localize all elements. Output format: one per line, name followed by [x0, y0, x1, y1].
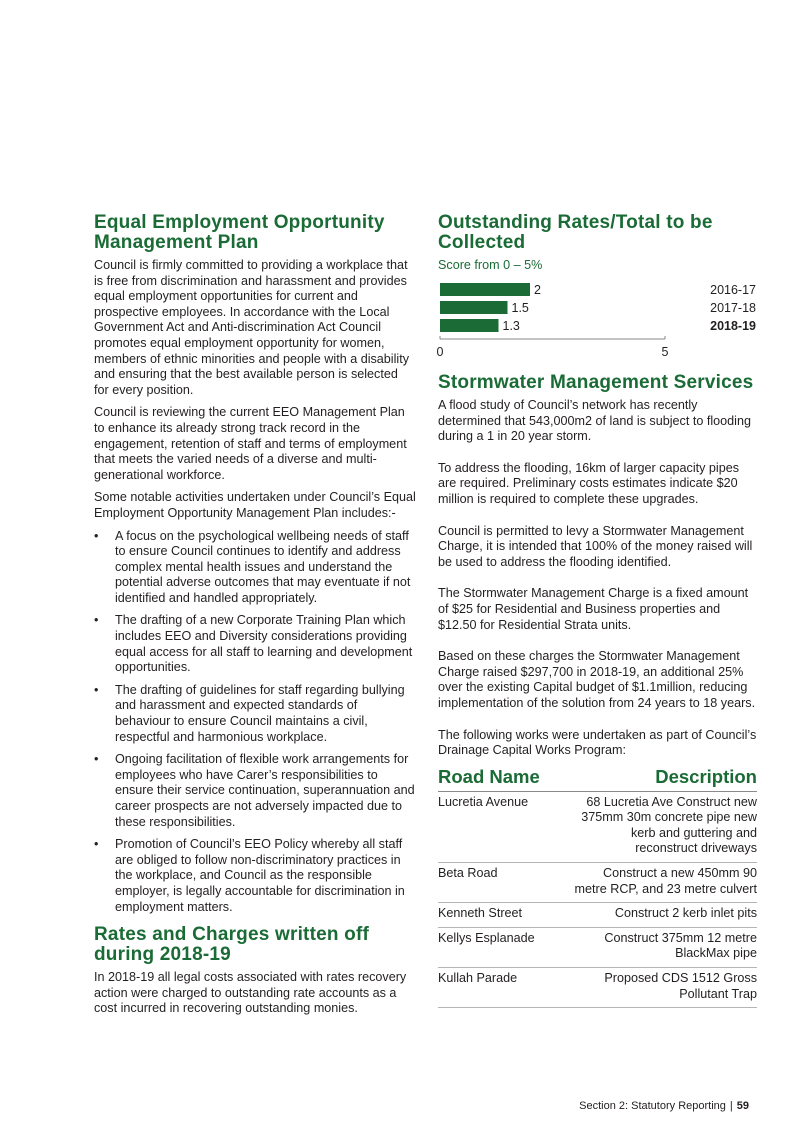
bullet-icon: • — [94, 837, 99, 852]
page-number: 59 — [736, 1100, 749, 1112]
description-cell: 68 Lucretia Ave Construct new 375mm 30m concrete pipe new kerb and guttering and reconstruct driveways — [568, 791, 757, 862]
bullet-icon: • — [94, 682, 99, 697]
page-footer — [579, 1100, 749, 1112]
stormwater-heading: Stormwater Management Services — [438, 372, 754, 393]
road-name-cell: Kellys Esplanade — [438, 927, 568, 967]
eeo-activities-list — [94, 529, 416, 916]
table-row — [438, 927, 757, 967]
road-name-cell: Kenneth Street — [438, 903, 568, 928]
bar-2018-19 — [440, 319, 499, 332]
chart-subtitle: Score from 0 – 5% — [438, 258, 543, 272]
bullet-icon: • — [94, 752, 99, 767]
category-label-2017-18: 2017-18 — [710, 301, 756, 315]
description-cell: Construct 2 kerb inlet pits — [568, 903, 757, 928]
bar-2016-17 — [440, 283, 530, 296]
category-label-2018-19: 2018-19 — [710, 319, 756, 333]
list-item — [94, 613, 416, 675]
road-name-cell: Beta Road — [438, 863, 568, 903]
description-cell: Proposed CDS 1512 Gross Pollutant Trap — [568, 968, 757, 1008]
stormwater-paragraph-6: The following works were undertaken as part of Council’s Drainage Capital Works Program: — [438, 727, 757, 758]
description-cell: Construct 375mm 12 metre BlackMax pipe — [568, 927, 757, 967]
footer-section: Section 2: Statutory Reporting — [579, 1100, 726, 1112]
bar-2017-18 — [440, 301, 508, 314]
road-name-cell: Kullah Parade — [438, 968, 568, 1008]
list-item — [94, 837, 416, 915]
outstanding-rates-heading: Outstanding Rates/Total to be Collected — [438, 212, 713, 253]
stormwater-paragraph-5: Based on these charges the Stormwater Management Charge raised $297,700 in 2018-19, an additional 25% over the existing Capital budget of $1.1million, reducing implementation of the solution from 24 years to 18 years. — [438, 649, 756, 710]
stormwater-paragraph-4: The Stormwater Management Charge is a fixed amount of $25 for Residential and Business properties and $12.50 for Residential Strata units. — [438, 586, 749, 632]
list-item-text: A focus on the psychological wellbeing needs of staff to ensure Council continues to identify and address complex mental health issues and understand the potential adverse outcomes that may eventuate if not identified and handled appropriately. — [115, 528, 411, 605]
data-label-2018-19: 1.3 — [502, 319, 520, 333]
list-item — [94, 529, 416, 607]
eeo-paragraph-2: Council is reviewing the current EEO Management Plan to enhance its already strong track record in the engagement, retention of staff and terms of employment that meets the varied needs of a diverse and multi-generational workforce. — [94, 405, 407, 482]
column-header-description: Description — [568, 766, 757, 792]
chart-svg — [438, 281, 758, 361]
list-item — [94, 683, 416, 745]
table-row — [438, 791, 757, 862]
list-item-text: Ongoing facilitation of flexible work arrangements for employees who have Carer’s responsibilities to ensure their service continuation, superannuation and career prospects are not adversely impacted due to these responsibilities. — [115, 752, 415, 829]
rates-written-off-paragraph: In 2018-19 all legal costs associated with rates recovery action were charged to outstanding rate accounts as a cost incurred in recovering outstanding monies. — [94, 970, 407, 1016]
stormwater-paragraph-2: To address the flooding, 16km of larger capacity pipes are required. Preliminary costs estimates indicate $20 million is required to complete these upgrades. — [438, 460, 740, 506]
eeo-paragraph-1: Council is firmly committed to providing a workplace that is free from discrimination and harassment and provides equal employment opportunities for current and prospective employees. In accordance with the Local Government Act and Anti-discrimination Act Council promotes equal employment opportunity for women, members of ethnic minorities and people with a disability and ensuring that the best available person is selected for every position. — [94, 258, 409, 397]
footer-separator: | — [729, 1100, 733, 1112]
table-header-row — [438, 766, 757, 792]
bullet-icon: • — [94, 528, 99, 543]
stormwater-paragraph-3: Council is permitted to levy a Stormwater Management Charge, it is intended that 100% of the money raised will be used to address the flooding identified. — [438, 523, 753, 569]
drainage-works-table — [438, 766, 757, 1009]
data-label-2017-18: 1.5 — [511, 301, 529, 315]
tick-label-5: 5 — [661, 345, 669, 359]
table-row — [438, 863, 757, 903]
left-column — [94, 213, 416, 1024]
stormwater-paragraph-1: A flood study of Council’s network has recently determined that 543,000m2 of land is subject to flooding during a 1 in 20 year storm. — [438, 398, 751, 444]
outstanding-rates-chart — [438, 281, 758, 361]
table-row — [438, 968, 757, 1008]
road-name-cell: Lucretia Avenue — [438, 791, 568, 862]
category-label-2016-17: 2016-17 — [710, 283, 756, 297]
list-item — [94, 752, 416, 830]
eeo-paragraph-3: Some notable activities undertaken under Council’s Equal Employment Opportunity Management Plan includes:- — [94, 490, 416, 520]
data-label-2016-17: 2 — [534, 283, 541, 297]
rates-written-off-heading: Rates and Charges written off during 2018-19 — [94, 924, 370, 966]
bullet-icon: • — [94, 613, 99, 628]
description-cell: Construct a new 450mm 90 metre RCP, and 23 metre culvert — [568, 863, 757, 903]
eeo-heading: Equal Employment Opportunity Management Plan — [94, 212, 385, 253]
column-header-road-name: Road Name — [438, 766, 568, 792]
list-item-text: Promotion of Council’s EEO Policy whereby all staff are obliged to follow non-discriminatory practices in the workplace, and Council as the responsible employer, is legally accountable for discrimination in employment matters. — [115, 837, 405, 914]
table-row — [438, 903, 757, 928]
list-item-text: The drafting of a new Corporate Training Plan which includes EEO and Diversity considerations providing equal access for all staff to learning and development opportunities. — [115, 613, 413, 675]
tick-label-0: 0 — [436, 345, 444, 359]
list-item-text: The drafting of guidelines for staff regarding bullying and harassment and expected standards of behaviour to ensure Council maintains a civil, respectful and harmonious workplace. — [115, 682, 405, 744]
right-column — [438, 213, 758, 1008]
